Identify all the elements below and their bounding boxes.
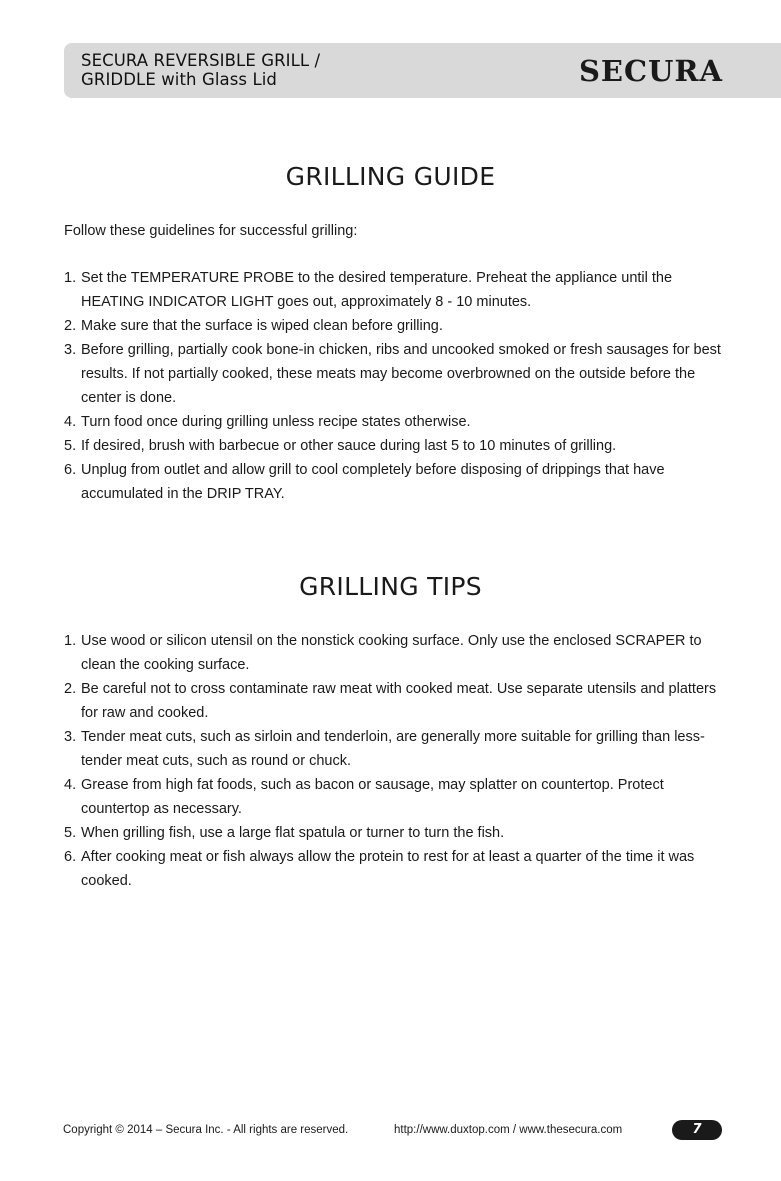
list-item — [64, 458, 734, 506]
header-bar — [64, 43, 781, 98]
list-item — [64, 773, 734, 821]
list-item-text: Be careful not to cross contaminate raw meat with cooked meat. Use separate utensils and platters for raw and cooked. — [81, 681, 717, 721]
grilling-guide-intro: Follow these guidelines for successful grilling: — [64, 223, 358, 239]
document-title-line-2: GRIDDLE with Glass Lid — [81, 70, 278, 89]
list-item-number: 2. — [64, 318, 77, 334]
list-item-number: 1. — [64, 633, 77, 649]
list-item-number: 3. — [64, 342, 77, 358]
list-item-number: 4. — [64, 777, 77, 793]
list-item — [64, 434, 734, 458]
list-item-number: 6. — [64, 462, 77, 478]
grilling-guide-heading: GRILLING GUIDE — [285, 162, 496, 191]
list-item-number: 3. — [64, 729, 77, 745]
list-item — [64, 338, 734, 410]
list-item-text: Turn food once during grilling unless recipe states otherwise. — [81, 414, 471, 430]
page-number-badge: 7 — [672, 1120, 722, 1140]
document-title — [81, 51, 320, 89]
document-title-line-1: SECURA REVERSIBLE GRILL / — [81, 51, 321, 70]
list-item-text: Tender meat cuts, such as sirloin and tenderloin, are generally more suitable for grilling than less-tender meat cuts, such as round or chuck. — [81, 729, 705, 769]
list-item — [64, 845, 734, 893]
list-item — [64, 266, 734, 314]
list-item-text: If desired, brush with barbecue or other sauce during last 5 to 10 minutes of grilling. — [81, 438, 617, 454]
list-item-number: 1. — [64, 270, 77, 286]
brand-logo: SECURA — [578, 54, 723, 88]
list-item-text: After cooking meat or fish always allow the protein to rest for at least a quarter of the time it was cooked. — [81, 849, 695, 889]
list-item-text: Use wood or silicon utensil on the nonstick cooking surface. Only use the enclosed SCRAPER to clean the cooking surface. — [81, 633, 702, 673]
list-item — [64, 677, 734, 725]
list-item-number: 2. — [64, 681, 77, 697]
grilling-guide-list — [64, 266, 734, 506]
list-item-number: 6. — [64, 849, 77, 865]
list-item — [64, 629, 734, 677]
list-item-text: Make sure that the surface is wiped clean before grilling. — [81, 318, 443, 334]
list-item-text: When grilling fish, use a large flat spatula or turner to turn the fish. — [81, 825, 505, 841]
list-item-text: Unplug from outlet and allow grill to cool completely before disposing of drippings that have accumulated in the DRIP TRAY. — [81, 462, 665, 502]
list-item-text: Grease from high fat foods, such as bacon or sausage, may splatter on countertop. Protect countertop as necessary. — [81, 777, 664, 817]
list-item-number: 5. — [64, 825, 77, 841]
list-item — [64, 821, 734, 845]
list-item — [64, 725, 734, 773]
list-item-number: 4. — [64, 414, 77, 430]
list-item-text: Before grilling, partially cook bone-in chicken, ribs and uncooked smoked or fresh sausages for best results. If not partially cooked, these meats may become overbrowned on the outside before the center is done. — [81, 342, 721, 406]
grilling-tips-list — [64, 629, 734, 893]
footer-copyright: Copyright © 2014 – Secura Inc. - All rights are reserved. — [63, 1124, 349, 1136]
list-item — [64, 314, 734, 338]
grilling-tips-heading: GRILLING TIPS — [299, 572, 482, 601]
footer-urls: http://www.duxtop.com / www.thesecura.com — [394, 1124, 623, 1136]
list-item-text: Set the TEMPERATURE PROBE to the desired temperature. Preheat the appliance until the HEATING INDICATOR LIGHT goes out, approximately 8 - 10 minutes. — [81, 270, 673, 310]
list-item-number: 5. — [64, 438, 77, 454]
list-item — [64, 410, 734, 434]
